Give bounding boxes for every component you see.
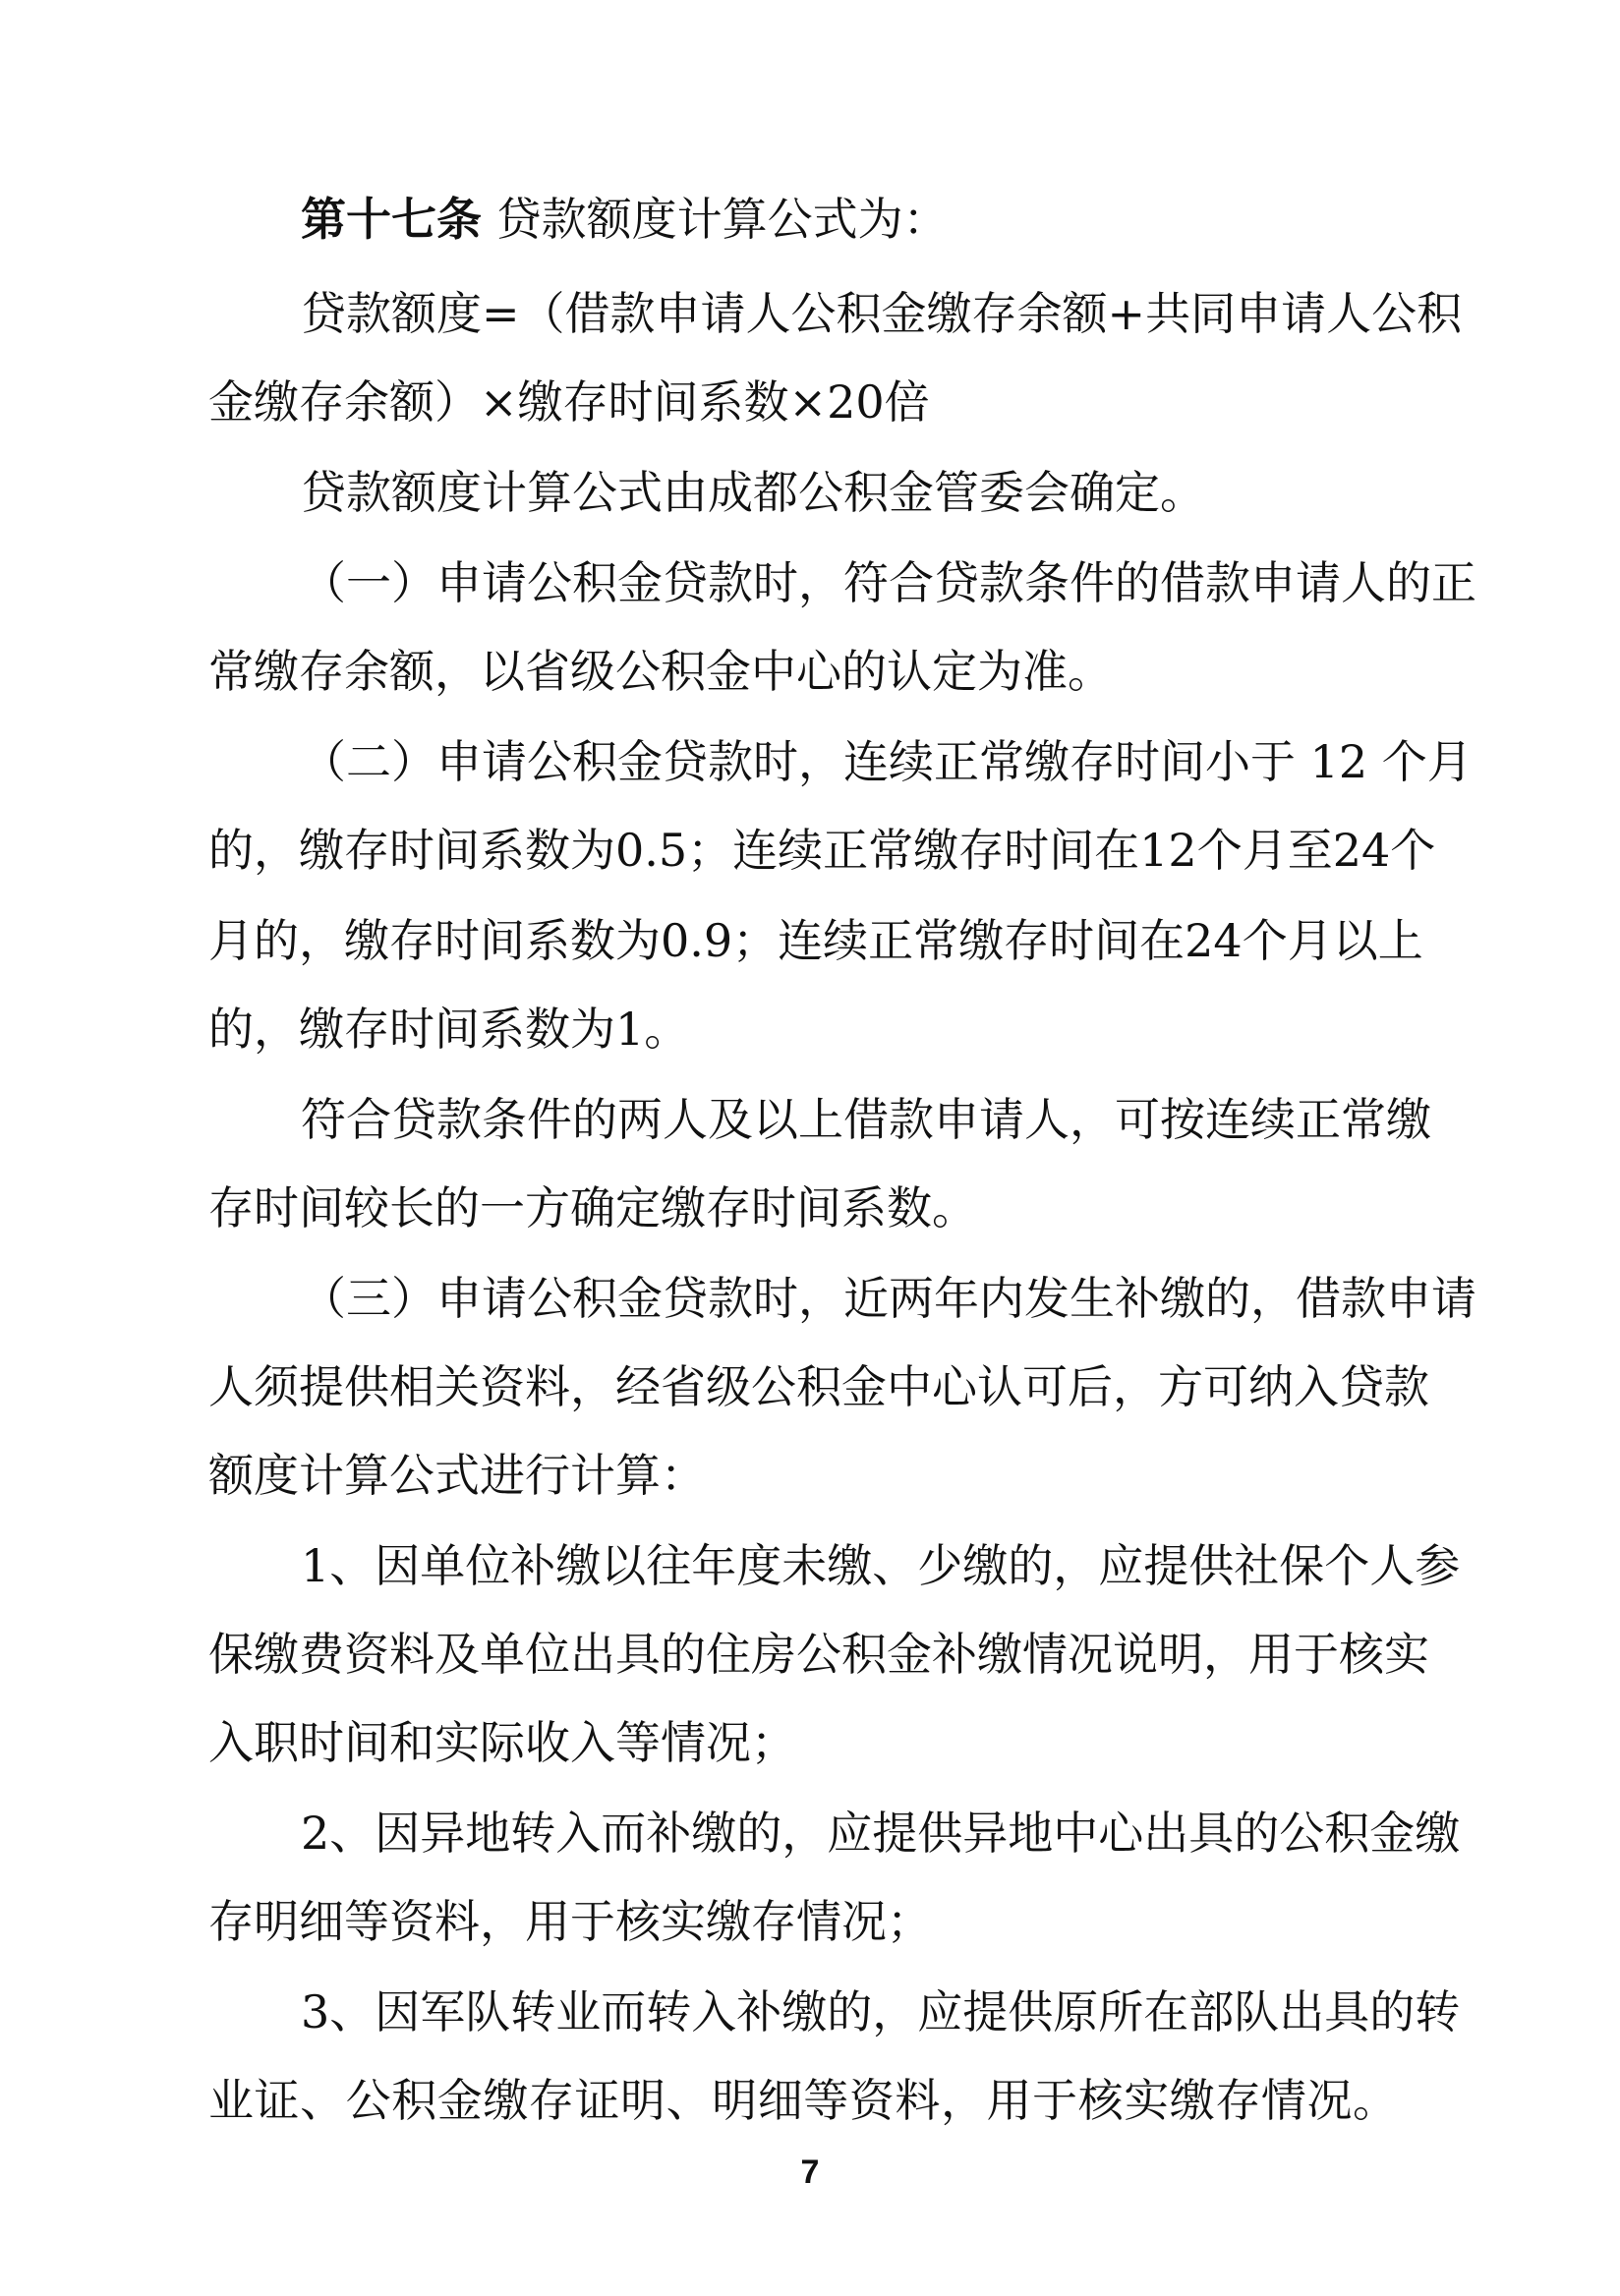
article-heading: 第十七条: [301, 193, 482, 246]
clause-3-line-2: 人须提供相关资料，经省级公积金中心认可后，方可纳入贷款: [208, 1360, 1429, 1413]
formula-line-1: 贷款额度=（借款申请人公积金缴存余额+共同申请人公积: [301, 287, 1463, 340]
item-1-line-3: 入职时间和实际收入等情况；: [208, 1716, 796, 1769]
formula-note: 贷款额度计算公式由成都公积金管委会确定。: [301, 466, 1205, 519]
article-intro: 贷款额度计算公式为：: [482, 193, 949, 246]
item-1-line-1: 1、因单位补缴以往年度未缴、少缴的，应提供社保个人参: [301, 1539, 1461, 1592]
clause-2-line-1: （二）申请公积金贷款时，连续正常缴存时间小于 12 个月: [301, 735, 1473, 788]
clause-2-note-line-2: 存时间较长的一方确定缴存时间系数。: [208, 1181, 977, 1234]
clause-2-line-4: 的，缴存时间系数为1。: [208, 1003, 690, 1056]
clause-1-line-1: （一）申请公积金贷款时，符合贷款条件的借款申请人的正: [301, 556, 1476, 609]
item-1-line-2: 保缴费资料及单位出具的住房公积金补缴情况说明，用于核实: [208, 1628, 1429, 1681]
item-2-line-1: 2、因异地转入而补缴的，应提供异地中心出具的公积金缴: [301, 1807, 1461, 1860]
clause-2-line-2: 的，缴存时间系数为0.5；连续正常缴存时间在12个月至24个: [208, 824, 1436, 877]
clause-2-line-3: 月的，缴存时间系数为0.9；连续正常缴存时间在24个月以上: [208, 914, 1423, 967]
clause-3-line-1: （三）申请公积金贷款时，近两年内发生补缴的，借款申请: [301, 1272, 1476, 1325]
item-3-line-2: 业证、公积金缴存证明、明细等资料，用于核实缴存情况。: [208, 2074, 1398, 2127]
formula-line-2: 金缴存余额）×缴存时间系数×20倍: [208, 375, 930, 429]
page-number: 7: [800, 2153, 820, 2191]
article-17-title: [301, 175, 1398, 263]
item-3-line-1: 3、因军队转业而转入补缴的，应提供原所在部队出具的转: [301, 1985, 1461, 2038]
item-2-line-2: 存明细等资料，用于核实缴存情况；: [208, 1895, 932, 1948]
clause-3-line-3: 额度计算公式进行计算：: [208, 1449, 706, 1502]
clause-2-note-line-1: 符合贷款条件的两人及以上借款申请人，可按连续正常缴: [301, 1093, 1431, 1146]
clause-1-line-2: 常缴存余额，以省级公积金中心的认定为准。: [208, 645, 1113, 698]
